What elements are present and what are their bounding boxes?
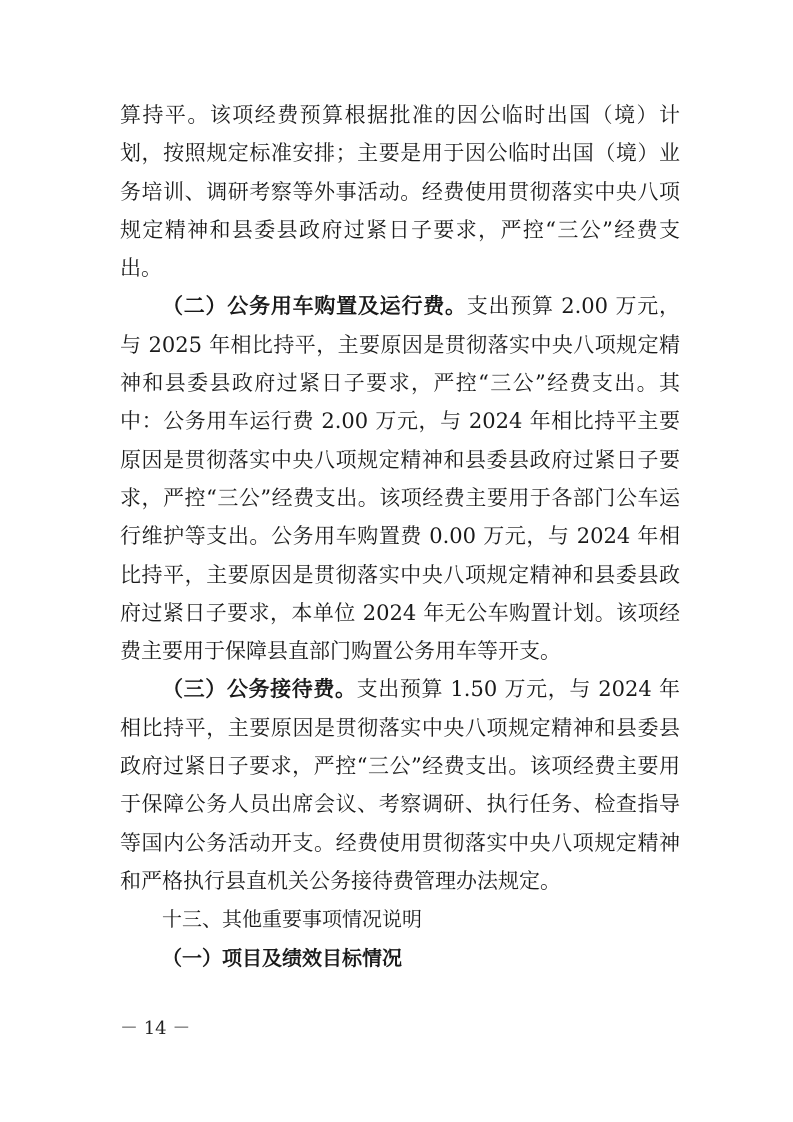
section-heading: 十三、其他重要事项情况说明	[162, 907, 422, 932]
paragraph-vehicle	[120, 287, 680, 670]
page-number: － 14 －	[120, 1018, 191, 1039]
document-body	[120, 96, 680, 977]
paragraph-text: 支出预算 1.50 万元，与 2024 年相比持平，主要原因是贯彻落实中央八项规定精神和县委县政府过紧日子要求，严控“三公”经费支出。该项经费主要用于保障公务人员出席会议、考察调研、执行任务、检查指导等国内公务活动开支。经费使用贯彻落实中央八项规定精神和严格执行县直机关公务接待费管理办法规定。	[120, 677, 681, 893]
paragraph-lead: （三）公务接待费。	[162, 676, 357, 702]
paragraph-foreign-travel	[120, 96, 680, 287]
paragraph-text: 算持平。该项经费预算根据批准的因公临时出国（境）计划，按照规定标准安排；主要是用于因公临时出国（境）业务培训、调研考察等外事活动。经费使用贯彻落实中央八项规定精神和县委县政府过紧日子要求，严控“三公”经费支出。	[120, 103, 680, 281]
paragraph-text: 支出预算 2.00 万元，与 2025 年相比持平，主要原因是贯彻落实中央八项规定精神和县委县政府过紧日子要求，严控“三公”经费支出。其中：公务用车运行费 2.00 万元，与 2024 年相比持平主要原因是贯彻落实中央八项规定精神和县委县政府过紧日子要求，严控“三公”经费支出。该项经费主要用于各部门公车运行维护等支出。公务用车购置费 0.00 万元，与 2024 年相比持平，主要原因是贯彻落实中央八项规定精神和县委县政府过紧日子要求，本单位 2024 年无公车购置计划。该项经费主要用于保障县直部门购置公务用车等开支。	[120, 294, 680, 664]
subsection-heading: （一）项目及绩效目标情况	[162, 945, 402, 970]
paragraph-reception	[120, 670, 680, 900]
paragraph-lead: （二）公务用车购置及运行费。	[162, 293, 467, 319]
